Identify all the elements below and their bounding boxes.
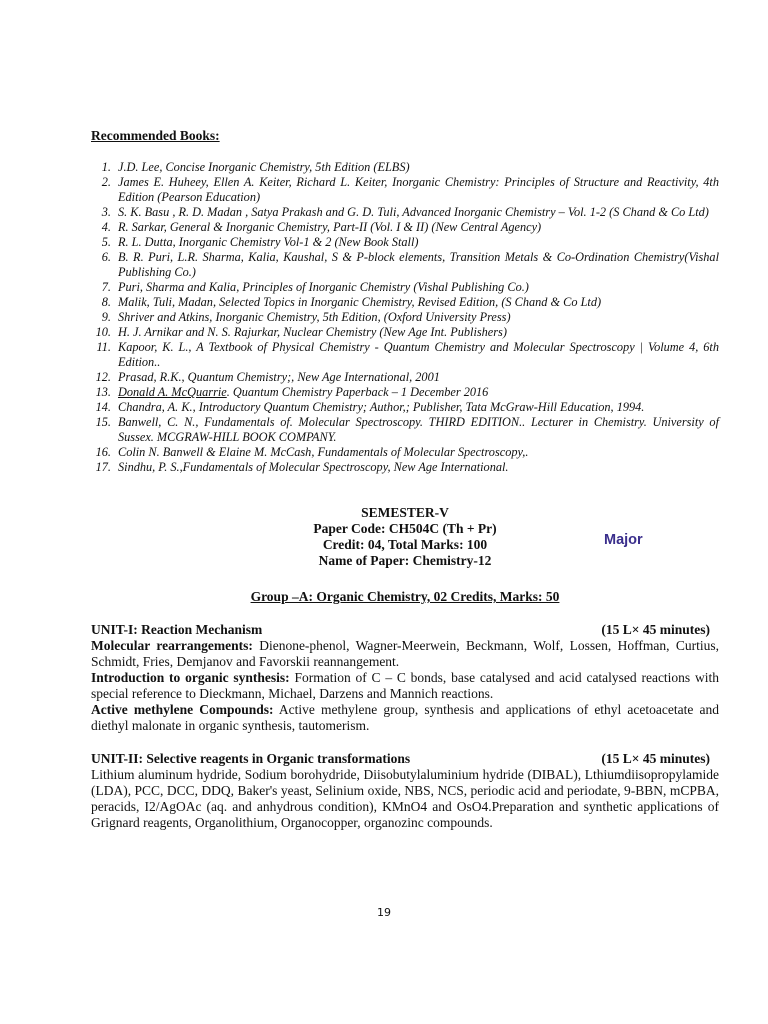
list-item	[91, 445, 719, 460]
recommended-books-heading: Recommended Books:	[91, 128, 220, 143]
page-number: 19	[377, 906, 391, 919]
list-item	[91, 310, 719, 325]
book-entry: Kapoor, K. L., A Textbook of Physical Chemistry - Quantum Chemistry and Molecular Spectroscopy | Volume 4, 6th Edition..	[118, 340, 719, 369]
item-number: 2.	[101, 175, 111, 189]
item-number: 1.	[101, 160, 111, 174]
list-item	[91, 415, 719, 445]
item-number: 13.	[95, 385, 111, 399]
book-entry: James E. Huheey, Ellen A. Keiter, Richard L. Keiter, Inorganic Chemistry: Principles of Structure and Reactivity, 4th Edition (Pearson Education)	[118, 175, 719, 204]
item-number: 11.	[96, 340, 111, 354]
book-entry: J.D. Lee, Concise Inorganic Chemistry, 5th Edition (ELBS)	[118, 160, 410, 174]
unit-1	[91, 622, 719, 734]
book-entry: R. Sarkar, General & Inorganic Chemistry, Part-II (Vol. I & II) (New Central Agency)	[118, 220, 542, 234]
book-entry: Malik, Tuli, Madan, Selected Topics in Inorganic Chemistry, Revised Edition, (S Chand & Co Ltd)	[118, 295, 602, 309]
unit-1-title: UNIT-I: Reaction Mechanism	[91, 622, 263, 637]
semester-header	[260, 505, 550, 569]
section-label: Introduction to organic synthesis:	[91, 670, 290, 685]
section-label: Active methylene Compounds:	[91, 702, 274, 717]
item-number: 6.	[101, 250, 111, 264]
item-number: 17.	[95, 460, 111, 474]
unit-2	[91, 751, 719, 831]
item-number: 3.	[101, 205, 111, 219]
list-item	[91, 250, 719, 280]
section-text: Dienone-phenol, Wagner-Meerwein, Beckmann, Wolf, Lossen, Hoffman, Curtius, Schmidt, Fries, Demjanov and Favorskii reannangement.	[91, 638, 719, 669]
book-entry: Chandra, A. K., Introductory Quantum Chemistry; Author,; Publisher, Tata McGraw-Hill Education, 1994.	[118, 400, 645, 414]
list-item	[91, 160, 719, 175]
section-text: Active methylene group, synthesis and applications of ethyl acetoacetate and diethyl malonate in organic synthesis, tautomerism.	[91, 702, 719, 733]
item-number: 7.	[101, 280, 111, 294]
list-item	[91, 340, 719, 370]
list-item	[91, 325, 719, 340]
unit-2-duration: (15 L× 45 minutes)	[601, 751, 710, 766]
book-entry: S. K. Basu , R. D. Madan , Satya Prakash and G. D. Tuli, Advanced Inorganic Chemistry – Vol. 1-2 (S Chand & Co Ltd)	[118, 205, 709, 219]
book-entry: Banwell, C. N., Fundamentals of. Molecular Spectroscopy. THIRD EDITION.. Lecturer in Chemistry. University of Sussex. MCGRAW-HILL BOOK COMPANY.	[118, 415, 719, 444]
list-item	[91, 235, 719, 250]
list-item	[91, 280, 719, 295]
unit-1-title-row	[91, 622, 719, 638]
section-label: Molecular rearrangements:	[91, 638, 253, 653]
unit-1-section	[91, 638, 719, 670]
author-link[interactable]: Donald A. McQuarrie	[118, 385, 227, 399]
paper-name: Name of Paper: Chemistry-12	[318, 553, 492, 568]
unit-2-title-row	[91, 751, 719, 767]
book-entry: R. L. Dutta, Inorganic Chemistry Vol-1 & 2 (New Book Stall)	[118, 235, 419, 249]
item-number: 14.	[95, 400, 111, 414]
book-entry: H. J. Arnikar and N. S. Rajurkar, Nuclear Chemistry (New Age Int. Publishers)	[118, 325, 507, 339]
book-list	[91, 160, 719, 475]
group-heading: Group –A: Organic Chemistry, 02 Credits, Marks: 50	[250, 589, 560, 604]
item-number: 4.	[101, 220, 111, 234]
book-entry: Colin N. Banwell & Elaine M. McCash, Fundamentals of Molecular Spectroscopy,.	[118, 445, 529, 459]
list-item	[91, 175, 719, 205]
book-entry: Sindhu, P. S.,Fundamentals of Molecular Spectroscopy, New Age International.	[118, 460, 509, 474]
book-entry: Prasad, R.K., Quantum Chemistry;, New Age International, 2001	[118, 370, 440, 384]
list-item	[91, 295, 719, 310]
list-item	[91, 460, 719, 475]
section-text: Formation of C – C bonds, base catalysed and acid catalysed reactions with special reference to Dieckmann, Michael, Darzens and Mannich reactions.	[91, 670, 719, 701]
major-badge: Major	[604, 532, 643, 548]
item-number: 9.	[101, 310, 111, 324]
list-item	[91, 370, 719, 385]
item-number: 16.	[95, 445, 111, 459]
book-entry: B. R. Puri, L.R. Sharma, Kalia, Kaushal, S & P-block elements, Transition Metals & Co-Ordination Chemistry(Vishal Publishing Co.)	[118, 250, 719, 279]
item-number: 10.	[95, 325, 111, 339]
item-number: 5.	[101, 235, 111, 249]
book-entry: Shriver and Atkins, Inorganic Chemistry, 5th Edition, (Oxford University Press)	[118, 310, 511, 324]
unit-2-text: Lithium aluminum hydride, Sodium borohydride, Diisobutylaluminium hydride (DIBAL), Lthiumdiisopropylamide (LDA), PCC, DCC, DDQ, Baker's yeast, Selinium oxide, NBS, NCS, periodic acid and periodate, 9-BBN, mCPBA, peracids, I2/AgOAc (aq. and anhydrous condition), KMnO4 and OsO4.Preparation and synthetic applications of Grignard reagents, Organolithium, Organocopper, organozinc compounds.	[91, 767, 719, 830]
list-item	[91, 220, 719, 235]
item-number: 15.	[95, 415, 111, 429]
book-entry: . Quantum Chemistry Paperback – 1 December 2016	[226, 385, 489, 399]
list-item	[91, 385, 719, 400]
item-number: 12.	[95, 370, 111, 384]
book-entry: Puri, Sharma and Kalia, Principles of Inorganic Chemistry (Vishal Publishing Co.)	[118, 280, 529, 294]
unit-2-title: UNIT-II: Selective reagents in Organic transformations	[91, 751, 411, 766]
list-item	[91, 400, 719, 415]
list-item	[91, 205, 719, 220]
paper-code: Paper Code: CH504C (Th + Pr)	[313, 521, 497, 536]
unit-1-section	[91, 702, 719, 734]
credit-marks: Credit: 04, Total Marks: 100	[322, 537, 488, 552]
unit-1-section	[91, 670, 719, 702]
semester-title: SEMESTER-V	[361, 505, 449, 520]
item-number: 8.	[101, 295, 111, 309]
unit-1-duration: (15 L× 45 minutes)	[601, 622, 710, 637]
